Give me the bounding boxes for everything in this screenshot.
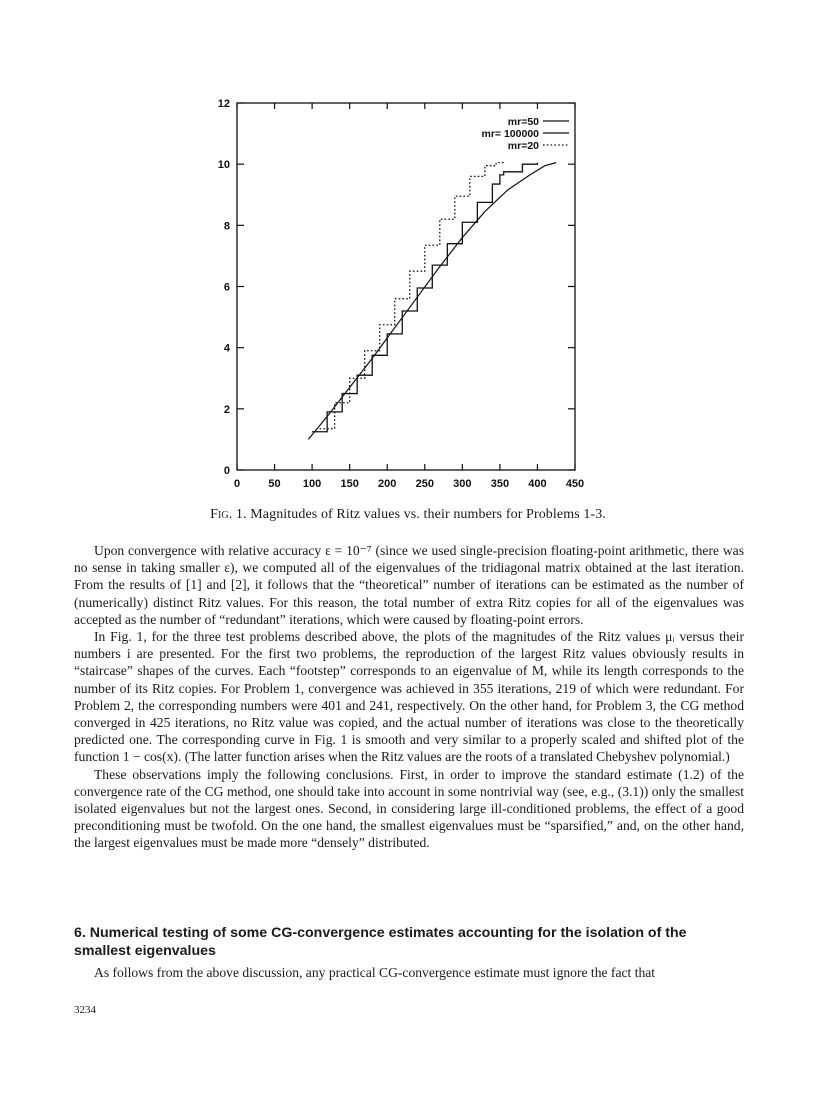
section-body [74,964,744,981]
paragraph-convergence: Upon convergence with relative accuracy ε = 10⁻⁷ (since we used single-precision floating-point arithmetic, there was no sense in taking smaller ε), we computed all of the eigenvalues of the tridiagonal matrix obtained at the last iteration. From the results of [1] and [2], it follows that the “theoretical” number of iterations can be estimated as the number of (numerically) distinct Ritz values. For this reason, the total number of extra Ritz copies for all of the eigenvalues was accepted as the number of “redundant” iterations, which were caused by floating-point errors. [74,543,744,627]
series-line-3 [320,163,504,429]
y-tick-label-4: 4 [223,342,230,355]
y-tick-label-8: 8 [223,220,230,233]
y-tick-label-10: 10 [217,159,230,172]
x-tick-label-100: 100 [302,478,322,490]
y-tick-label-12: 12 [217,98,230,110]
x-tick-label-150: 150 [340,478,359,490]
plot-frame [237,103,575,470]
x-tick-label-0: 0 [233,478,241,490]
section-heading: 6. Numerical testing of some CG-convergence estimates accounting for the isolation of the smallest eigenvalues [74,925,687,959]
legend-label-2: mr= 100000 [481,128,539,140]
y-tick-label-0: 0 [223,465,230,477]
page-number: 3234 [74,1004,96,1016]
legend-label-3: mr=20 [507,140,539,152]
paragraph-section-start: As follows from the above discussion, any practical CG-convergence estimate must ignore the fact that [94,965,656,980]
x-tick-label-300: 300 [453,478,472,490]
figure-caption [0,507,816,523]
y-tick-label-6: 6 [223,281,230,294]
x-tick-label-350: 350 [490,478,510,490]
paragraph-conclusions: These observations imply the following conclusions. First, in order to improve the standard estimate (1.2) of the convergence rate of the CG method, one should take into account in some nontrivial way (see, e.g., (3.1)) only the smallest isolated eigenvalues but not the largest ones. Second, in considering large ill-conditioned problems, the effect of a good preconditioning must be twofold. On the one hand, the smallest eigenvalues must be “sparsified,” and, on the other hand, the largest eigenvalues must be made more “densely” distributed. [74,766,744,851]
x-tick-label-50: 50 [268,478,281,490]
ritz-values-figure [205,88,625,500]
figure-caption-label: Fig. 1. [210,507,247,522]
x-tick-label-250: 250 [415,478,434,490]
x-tick-label-450: 450 [565,478,585,490]
body-text [74,542,744,852]
series-line-2 [308,163,556,440]
figure-caption-text: Magnitudes of Ritz values vs. their numbers for Problems 1-3. [250,507,606,522]
legend-label-1: mr=50 [507,116,539,128]
ritz-values-chart [205,88,625,500]
x-tick-label-400: 400 [528,478,547,490]
y-tick-label-2: 2 [223,403,230,416]
x-tick-label-200: 200 [378,478,397,490]
paragraph-figure-discussion: In Fig. 1, for the three test problems described above, the plots of the magnitudes of the Ritz values μᵢ versus their numbers i are presented. For the first two problems, the reproduction of the largest Ritz values obviously results in “staircase” shapes of the curves. Each “footstep” corresponds to an eigenvalue of M, while its length corresponds to the number of its Ritz copies. For Problem 1, convergence was achieved in 355 iterations, 219 of which were redundant. For Problem 2, the corresponding numbers were 401 and 241, respectively. On the other hand, for Problem 3, the CG method converged in 425 iterations, no Ritz value was copied, and the actual number of iterations was close to the theoretically predicted one. The corresponding curve in Fig. 1 is smooth and very similar to a properly scaled and shifted plot of the function 1 − cos(x). (The latter function arises when the Ritz values are the roots of a translated Chebyshev polynomial.) [74,629,744,765]
